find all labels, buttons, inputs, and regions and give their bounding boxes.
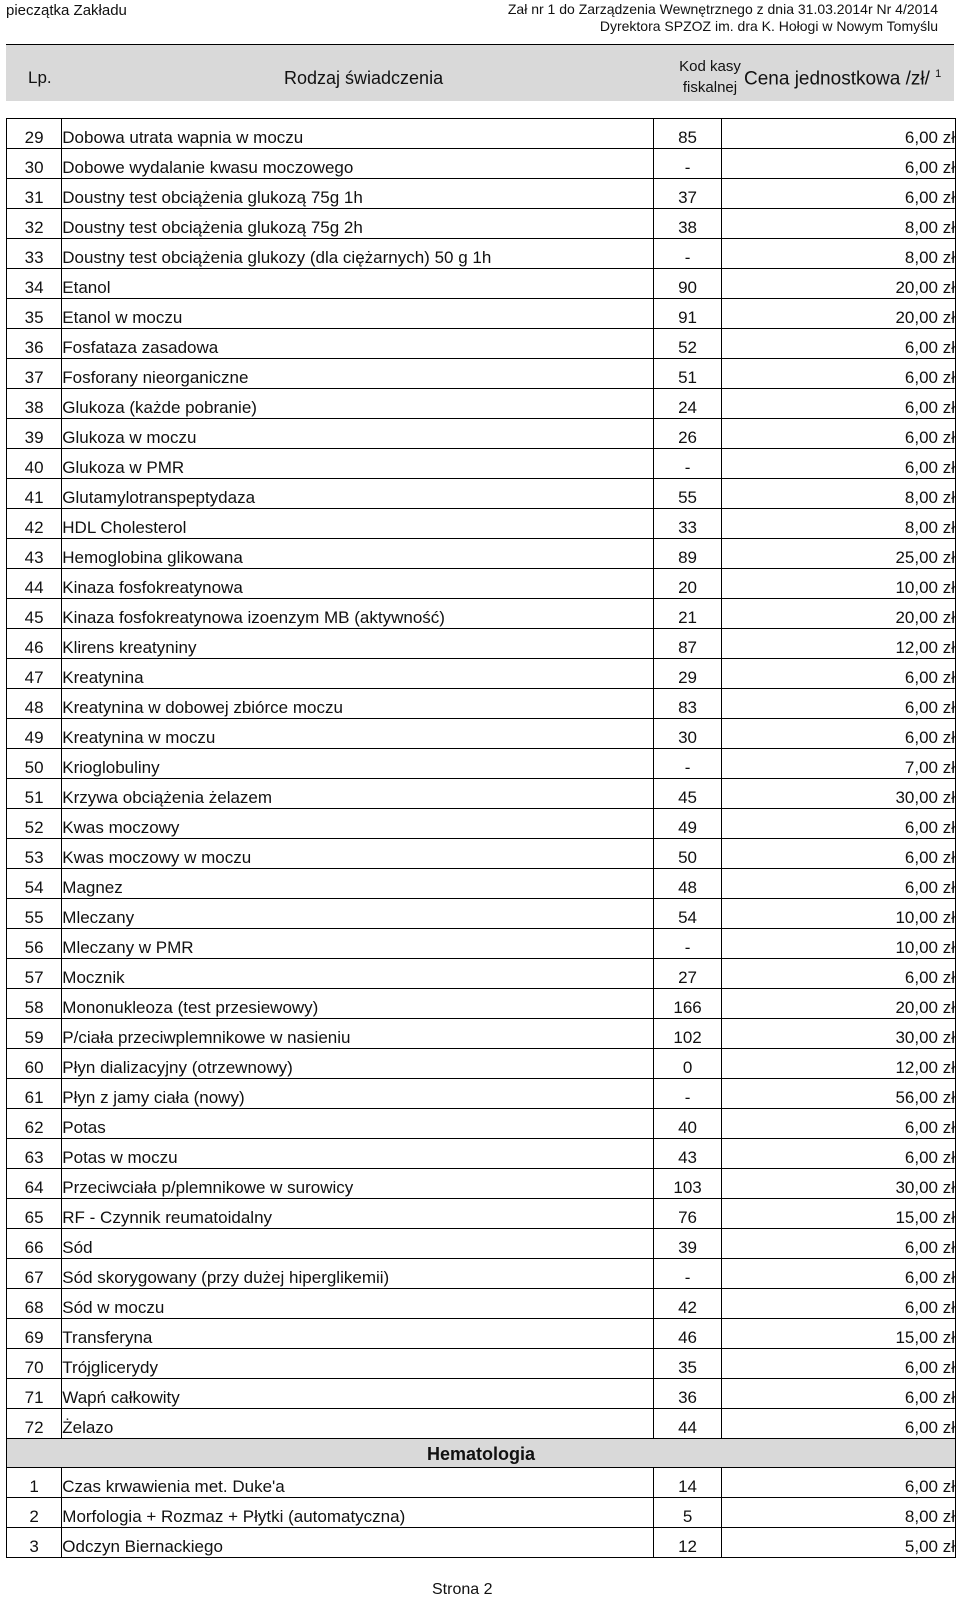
row-name: Magnez	[62, 869, 654, 899]
row-price: 6,00 zł	[721, 1379, 955, 1409]
row-kod: 27	[654, 959, 721, 989]
row-lp: 41	[7, 479, 62, 509]
row-price: 6,00 zł	[721, 1349, 955, 1379]
row-kod: 54	[654, 899, 721, 929]
row-price: 10,00 zł	[721, 929, 955, 959]
table-row	[7, 989, 956, 1019]
row-name: Etanol	[62, 269, 654, 299]
row-lp: 59	[7, 1019, 62, 1049]
row-price: 25,00 zł	[721, 539, 955, 569]
table-row	[7, 1498, 956, 1528]
row-lp: 2	[7, 1498, 62, 1528]
table-row	[7, 449, 956, 479]
row-name: Mononukleoza (test przesiewowy)	[62, 989, 654, 1019]
row-name: HDL Cholesterol	[62, 509, 654, 539]
row-price: 20,00 zł	[721, 269, 955, 299]
row-price: 6,00 zł	[721, 839, 955, 869]
row-kod: 20	[654, 569, 721, 599]
row-lp: 66	[7, 1229, 62, 1259]
table-row	[7, 1289, 956, 1319]
row-name: Czas krwawienia met. Duke'a	[62, 1468, 654, 1498]
row-price: 56,00 zł	[721, 1079, 955, 1109]
table-row	[7, 629, 956, 659]
row-price: 6,00 zł	[721, 449, 955, 479]
row-price: 30,00 zł	[721, 1019, 955, 1049]
row-name: Mocznik	[62, 959, 654, 989]
row-kod: 26	[654, 419, 721, 449]
row-lp: 42	[7, 509, 62, 539]
table-row	[7, 179, 956, 209]
row-name: Odczyn Biernackiego	[62, 1528, 654, 1558]
row-lp: 72	[7, 1409, 62, 1439]
table-row	[7, 119, 956, 149]
table-row	[7, 359, 956, 389]
row-price: 8,00 zł	[721, 209, 955, 239]
row-name: Fosforany nieorganiczne	[62, 359, 654, 389]
table-row	[7, 1079, 956, 1109]
row-name: Wapń całkowity	[62, 1379, 654, 1409]
row-kod: 35	[654, 1349, 721, 1379]
table-row	[7, 1468, 956, 1498]
row-lp: 53	[7, 839, 62, 869]
row-lp: 64	[7, 1169, 62, 1199]
table-row	[7, 869, 956, 899]
row-kod: -	[654, 449, 721, 479]
row-lp: 31	[7, 179, 62, 209]
table-row	[7, 1199, 956, 1229]
section-title: Hematologia	[7, 1439, 956, 1468]
row-lp: 30	[7, 149, 62, 179]
row-name: Krzywa obciążenia żelazem	[62, 779, 654, 809]
row-lp: 58	[7, 989, 62, 1019]
row-kod: -	[654, 239, 721, 269]
row-name: Kinaza fosfokreatynowa izoenzym MB (aktywność)	[62, 599, 654, 629]
row-kod: 102	[654, 1019, 721, 1049]
table-row	[7, 569, 956, 599]
row-name: RF - Czynnik reumatoidalny	[62, 1199, 654, 1229]
table-row	[7, 539, 956, 569]
row-lp: 38	[7, 389, 62, 419]
row-kod: 39	[654, 1229, 721, 1259]
row-kod: 49	[654, 809, 721, 839]
row-lp: 56	[7, 929, 62, 959]
row-kod: -	[654, 929, 721, 959]
table-row	[7, 1109, 956, 1139]
table-row	[7, 509, 956, 539]
row-kod: 85	[654, 119, 721, 149]
stamp-label: pieczątka Zakładu	[6, 2, 127, 19]
row-lp: 57	[7, 959, 62, 989]
row-price: 10,00 zł	[721, 569, 955, 599]
row-price: 20,00 zł	[721, 599, 955, 629]
row-price: 20,00 zł	[721, 299, 955, 329]
row-kod: 0	[654, 1049, 721, 1079]
row-kod: -	[654, 1259, 721, 1289]
row-price: 5,00 zł	[721, 1528, 955, 1558]
row-kod: 44	[654, 1409, 721, 1439]
row-kod: 51	[654, 359, 721, 389]
row-lp: 67	[7, 1259, 62, 1289]
header-note-line2: Dyrektora SPZOZ im. dra K. Hołogi w Nowym Tomyślu	[599, 18, 938, 34]
row-name: Dobowe wydalanie kwasu moczowego	[62, 149, 654, 179]
row-lp: 32	[7, 209, 62, 239]
table-row	[7, 929, 956, 959]
row-price: 6,00 zł	[721, 959, 955, 989]
row-price: 6,00 zł	[721, 1109, 955, 1139]
row-kod: 14	[654, 1468, 721, 1498]
table-row	[7, 1169, 956, 1199]
row-lp: 45	[7, 599, 62, 629]
row-price: 6,00 zł	[721, 179, 955, 209]
row-name: Kwas moczowy	[62, 809, 654, 839]
table-row	[7, 899, 956, 929]
table-row	[7, 479, 956, 509]
row-price: 8,00 zł	[721, 1498, 955, 1528]
row-price: 7,00 zł	[721, 749, 955, 779]
row-kod: 33	[654, 509, 721, 539]
price-table	[6, 118, 956, 1558]
row-lp: 37	[7, 359, 62, 389]
row-name: Hemoglobina glikowana	[62, 539, 654, 569]
row-name: Glukoza w moczu	[62, 419, 654, 449]
row-price: 6,00 zł	[721, 1259, 955, 1289]
row-price: 6,00 zł	[721, 419, 955, 449]
row-price: 12,00 zł	[721, 1049, 955, 1079]
row-lp: 54	[7, 869, 62, 899]
row-price: 8,00 zł	[721, 509, 955, 539]
row-lp: 44	[7, 569, 62, 599]
table-row	[7, 419, 956, 449]
row-lp: 52	[7, 809, 62, 839]
table-row	[7, 719, 956, 749]
row-kod: 40	[654, 1109, 721, 1139]
table-row	[7, 1379, 956, 1409]
row-name: Potas w moczu	[62, 1139, 654, 1169]
row-name: Glukoza w PMR	[62, 449, 654, 479]
row-price: 20,00 zł	[721, 989, 955, 1019]
table-row	[7, 329, 956, 359]
row-name: Fosfataza zasadowa	[62, 329, 654, 359]
row-lp: 61	[7, 1079, 62, 1109]
row-kod: 45	[654, 779, 721, 809]
row-name: Mleczany	[62, 899, 654, 929]
row-name: Doustny test obciążenia glukozą 75g 2h	[62, 209, 654, 239]
row-lp: 48	[7, 689, 62, 719]
row-price: 6,00 zł	[721, 869, 955, 899]
table-row	[7, 809, 956, 839]
row-kod: 30	[654, 719, 721, 749]
column-header-price-label: Cena jednostkowa /zł/	[744, 68, 930, 90]
row-lp: 63	[7, 1139, 62, 1169]
row-price: 6,00 zł	[721, 1289, 955, 1319]
table-row	[7, 239, 956, 269]
row-kod: 48	[654, 869, 721, 899]
row-lp: 3	[7, 1528, 62, 1558]
row-kod: -	[654, 749, 721, 779]
row-kod: 103	[654, 1169, 721, 1199]
table-row	[7, 209, 956, 239]
table-row	[7, 149, 956, 179]
row-name: Glutamylotranspeptydaza	[62, 479, 654, 509]
row-name: Glukoza (każde pobranie)	[62, 389, 654, 419]
row-lp: 68	[7, 1289, 62, 1319]
row-lp: 34	[7, 269, 62, 299]
row-lp: 46	[7, 629, 62, 659]
row-name: Krioglobuliny	[62, 749, 654, 779]
row-kod: 38	[654, 209, 721, 239]
row-name: Morfologia + Rozmaz + Płytki (automatyczna)	[62, 1498, 654, 1528]
row-price: 6,00 zł	[721, 1139, 955, 1169]
row-name: Doustny test obciążenia glukozą 75g 1h	[62, 179, 654, 209]
table-row	[7, 659, 956, 689]
row-name: Transferyna	[62, 1319, 654, 1349]
table-row	[7, 1259, 956, 1289]
row-kod: 76	[654, 1199, 721, 1229]
header-note-line1: Zał nr 1 do Zarządzenia Wewnętrznego z dnia 31.03.2014r Nr 4/2014	[507, 1, 938, 17]
row-lp: 51	[7, 779, 62, 809]
table-row	[7, 1049, 956, 1079]
row-name: Płyn dializacyjny (otrzewnowy)	[62, 1049, 654, 1079]
table-row	[7, 269, 956, 299]
row-name: Etanol w moczu	[62, 299, 654, 329]
row-kod: 24	[654, 389, 721, 419]
column-header-price	[744, 68, 941, 90]
row-name: Kinaza fosfokreatynowa	[62, 569, 654, 599]
row-kod: -	[654, 1079, 721, 1109]
row-kod: 91	[654, 299, 721, 329]
row-price: 6,00 zł	[721, 689, 955, 719]
table-row	[7, 749, 956, 779]
row-price: 30,00 zł	[721, 1169, 955, 1199]
column-header-price-footnote: 1	[935, 68, 942, 80]
table-row	[7, 959, 956, 989]
row-kod: 50	[654, 839, 721, 869]
column-header-name: Rodzaj świadczenia	[284, 68, 444, 88]
row-lp: 71	[7, 1379, 62, 1409]
row-lp: 1	[7, 1468, 62, 1498]
row-name: Sód	[62, 1229, 654, 1259]
row-kod: 36	[654, 1379, 721, 1409]
table-row	[7, 1019, 956, 1049]
row-lp: 50	[7, 749, 62, 779]
row-price: 6,00 zł	[721, 119, 955, 149]
row-kod: 43	[654, 1139, 721, 1169]
row-lp: 49	[7, 719, 62, 749]
row-kod: 29	[654, 659, 721, 689]
row-kod: 21	[654, 599, 721, 629]
row-name: Sód w moczu	[62, 1289, 654, 1319]
row-lp: 40	[7, 449, 62, 479]
row-kod: 166	[654, 989, 721, 1019]
row-price: 8,00 zł	[721, 239, 955, 269]
row-lp: 62	[7, 1109, 62, 1139]
row-name: Mleczany w PMR	[62, 929, 654, 959]
row-name: Kwas moczowy w moczu	[62, 839, 654, 869]
row-lp: 55	[7, 899, 62, 929]
row-kod: 89	[654, 539, 721, 569]
row-lp: 65	[7, 1199, 62, 1229]
row-name: Dobowa utrata wapnia w moczu	[62, 119, 654, 149]
row-kod: -	[654, 149, 721, 179]
column-header-kod-line2: fiskalnej	[682, 79, 738, 96]
row-kod: 83	[654, 689, 721, 719]
table-row	[7, 389, 956, 419]
row-lp: 43	[7, 539, 62, 569]
row-kod: 46	[654, 1319, 721, 1349]
price-table-body	[7, 119, 956, 1558]
row-kod: 12	[654, 1528, 721, 1558]
row-price: 10,00 zł	[721, 899, 955, 929]
row-price: 30,00 zł	[721, 779, 955, 809]
table-row	[7, 599, 956, 629]
row-lp: 29	[7, 119, 62, 149]
row-name: Klirens kreatyniny	[62, 629, 654, 659]
row-kod: 87	[654, 629, 721, 659]
table-row	[7, 779, 956, 809]
page-number: Strona 2	[432, 1581, 493, 1598]
table-row	[7, 1409, 956, 1439]
column-header-kod-line1: Kod kasy	[679, 58, 741, 75]
table-row	[7, 1229, 956, 1259]
row-price: 6,00 zł	[721, 1229, 955, 1259]
table-row	[7, 1528, 956, 1558]
table-row	[7, 1349, 956, 1379]
row-name: Płyn z jamy ciała (nowy)	[62, 1079, 654, 1109]
row-lp: 35	[7, 299, 62, 329]
row-lp: 36	[7, 329, 62, 359]
row-lp: 39	[7, 419, 62, 449]
row-name: P/ciała przeciwplemnikowe w nasieniu	[62, 1019, 654, 1049]
row-price: 6,00 zł	[721, 719, 955, 749]
row-price: 15,00 zł	[721, 1199, 955, 1229]
row-name: Żelazo	[62, 1409, 654, 1439]
row-name: Trójglicerydy	[62, 1349, 654, 1379]
row-lp: 60	[7, 1049, 62, 1079]
table-row	[7, 689, 956, 719]
row-name: Kreatynina	[62, 659, 654, 689]
table-row	[7, 299, 956, 329]
row-kod: 52	[654, 329, 721, 359]
row-name: Potas	[62, 1109, 654, 1139]
row-name: Przeciwciała p/plemnikowe w surowicy	[62, 1169, 654, 1199]
row-price: 6,00 zł	[721, 809, 955, 839]
section-row	[7, 1439, 956, 1468]
row-name: Kreatynina w dobowej zbiórce moczu	[62, 689, 654, 719]
row-lp: 69	[7, 1319, 62, 1349]
row-kod: 37	[654, 179, 721, 209]
row-price: 6,00 zł	[721, 1468, 955, 1498]
row-lp: 33	[7, 239, 62, 269]
header-note	[508, 1, 938, 35]
row-name: Sód skorygowany (przy dużej hiperglikemii)	[62, 1259, 654, 1289]
column-header-lp: Lp.	[28, 68, 52, 87]
row-kod: 5	[654, 1498, 721, 1528]
row-kod: 55	[654, 479, 721, 509]
row-price: 6,00 zł	[721, 1409, 955, 1439]
table-row	[7, 839, 956, 869]
row-name: Doustny test obciążenia glukozy (dla ciężarnych) 50 g 1h	[62, 239, 654, 269]
table-row	[7, 1319, 956, 1349]
row-price: 6,00 zł	[721, 359, 955, 389]
row-price: 6,00 zł	[721, 389, 955, 419]
row-kod: 42	[654, 1289, 721, 1319]
row-kod: 90	[654, 269, 721, 299]
row-price: 12,00 zł	[721, 629, 955, 659]
row-name: Kreatynina w moczu	[62, 719, 654, 749]
row-price: 15,00 zł	[721, 1319, 955, 1349]
table-header	[6, 44, 954, 101]
row-lp: 70	[7, 1349, 62, 1379]
row-price: 8,00 zł	[721, 479, 955, 509]
row-price: 6,00 zł	[721, 329, 955, 359]
table-row	[7, 1139, 956, 1169]
row-lp: 47	[7, 659, 62, 689]
row-price: 6,00 zł	[721, 149, 955, 179]
row-price: 6,00 zł	[721, 659, 955, 689]
